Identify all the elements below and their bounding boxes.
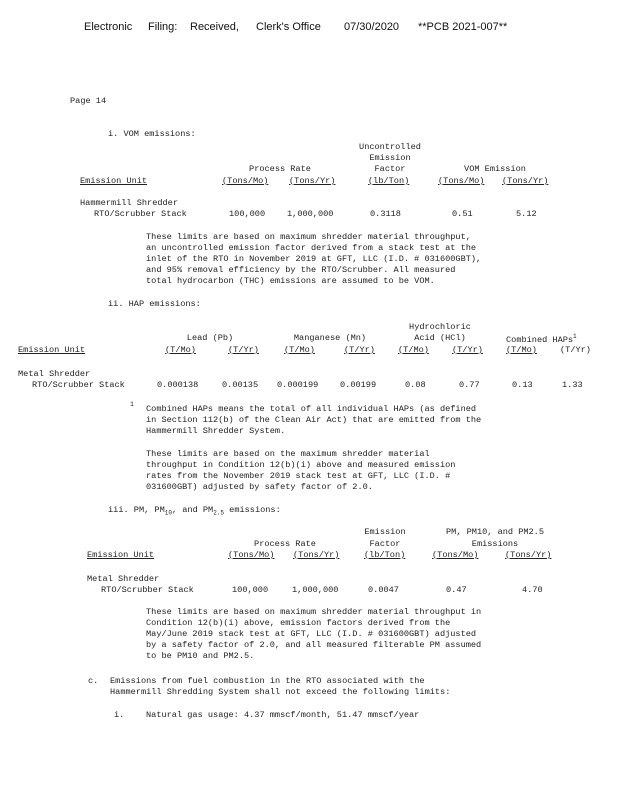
pm-col-factor-2: Factor <box>369 539 401 549</box>
voc-value-em-yr: 5.12 <box>516 209 537 219</box>
hap-col-unit: Emission Unit <box>18 345 86 355</box>
hap-col-mn-mo: (T/Mo) <box>284 345 315 355</box>
hap-footnote-line: Hammermill Shredder System. <box>146 426 286 436</box>
hap-value-pb-mo: 0.000138 <box>157 380 199 390</box>
hap-note-line: rates from the November 2019 stack test at GFT, LLC (I.D. # <box>146 471 451 481</box>
voc-note-line: inlet of the RTO in November 2019 at GFT, LLC (I.D. # 031600GBT), <box>146 254 482 264</box>
pm-heading-part: emissions: <box>224 505 281 515</box>
hap-col-pb-mo: (T/Mo) <box>165 345 196 355</box>
hap-col-combined <box>506 333 577 345</box>
hap-value-comb-yr: 1.33 <box>562 380 583 390</box>
voc-col-factor-unit: (lb/Ton) <box>368 176 410 186</box>
voc-note-line: an uncontrolled emission factor derived from a stack test at the <box>146 243 477 253</box>
hap-note-line: throughput in Condition 12(b)(i) above and measured emission <box>146 460 456 470</box>
voc-col-factor-2: Emission <box>369 153 411 163</box>
voc-col-emission: VOM Emission <box>464 164 526 174</box>
header-office: Clerk's Office <box>256 21 321 33</box>
voc-value-em-mo: 0.51 <box>452 209 473 219</box>
pm-note-line: These limits are based on maximum shredder material throughput in <box>146 607 482 617</box>
hap-footnote-line: in Section 112(b) of the Clean Air Act) that are emitted from the <box>146 415 482 425</box>
hap-footnote-line: Combined HAPs means the total of all individual HAPs (as defined <box>146 404 477 414</box>
pm-value-factor: 0.0047 <box>368 585 399 595</box>
hap-col-comb-mo: (T/Mo) <box>506 345 537 355</box>
hap-col-hcl-1: Hydrochloric <box>409 322 471 332</box>
pm-value-tons-yr: 1,000,000 <box>292 585 339 595</box>
hap-value-pb-yr: 0.00135 <box>222 380 259 390</box>
hap-col-combined-superscript: 1 <box>573 333 577 340</box>
hap-unit-2: RTO/Scrubber Stack <box>32 380 125 390</box>
pm-col-tons-mo: (Tons/Mo) <box>228 550 275 560</box>
hap-value-hcl-mo: 0.08 <box>405 380 426 390</box>
pm-note-line: to be PM10 and PM2.5. <box>146 651 255 661</box>
pm-col-factor-unit: (lb/Ton) <box>364 550 406 560</box>
voc-col-tons-mo: (Tons/Mo) <box>222 176 269 186</box>
hap-value-comb-mo: 0.13 <box>512 380 533 390</box>
pm-col-em-1: PM, PM10, and PM2.5 <box>446 527 544 537</box>
pm-note-line: by a safety factor of 2.0, and all measured filterable PM assumed <box>146 640 482 650</box>
section-c-text-line: Hammermill Shredding System shall not exceed the following limits: <box>110 687 451 697</box>
hap-col-comb-yr: (T/Yr) <box>560 345 591 355</box>
header-date: 07/30/2020 <box>344 21 400 33</box>
voc-col-unit: Emission Unit <box>80 176 148 186</box>
hap-col-hcl-2: Acid (HCl) <box>414 333 466 343</box>
pm-value-tons-mo: 100,000 <box>232 585 269 595</box>
pm-col-tons-yr: (Tons/Yr) <box>293 550 340 560</box>
hap-note-line: These limits are based on the maximum shredder material <box>146 449 430 459</box>
pm-note-line: May/June 2019 stack test at GFT, LLC (I.D. # 031600GBT) adjusted <box>146 629 477 639</box>
pm-col-em-mo: (Tons/Mo) <box>432 550 479 560</box>
voc-col-tons-yr: (Tons/Yr) <box>289 176 336 186</box>
hap-value-hcl-yr: 0.77 <box>459 380 480 390</box>
voc-col-em-mo: (Tons/Mo) <box>438 176 485 186</box>
section-c-label: c. <box>88 676 99 686</box>
pm-col-em-yr: (Tons/Yr) <box>505 550 552 560</box>
pm-col-factor-1: Emission <box>364 527 406 537</box>
voc-note-line: and 95% removal efficiency by the RTO/Scrubber. All measured <box>146 265 456 275</box>
hap-col-mn-yr: (T/Yr) <box>344 345 375 355</box>
voc-value-tons-mo: 100,000 <box>229 209 266 219</box>
pm-heading <box>108 505 281 517</box>
voc-col-process: Process Rate <box>249 164 311 174</box>
voc-value-tons-yr: 1,000,000 <box>287 209 334 219</box>
section-c-item-text: Natural gas usage: 4.37 mmscf/month, 51.47 mmscf/year <box>146 710 420 720</box>
voc-note-line: total hydrocarbon (THC) emissions are assumed to be VOM. <box>146 276 435 286</box>
pm-heading-part: iii. PM, PM <box>108 505 165 515</box>
section-c-item-label: i. <box>114 710 125 720</box>
pm-heading-part: , and PM <box>171 505 214 515</box>
pm-heading-sub: 10 <box>164 509 172 517</box>
voc-note-line: These limits are based on maximum shredder material throughput, <box>146 232 471 242</box>
hap-value-mn-mo: 0.000199 <box>277 380 319 390</box>
hap-col-pb-yr: (T/Yr) <box>228 345 259 355</box>
hap-col-hcl-mo: (T/Mo) <box>398 345 429 355</box>
voc-heading: i. VOM emissions: <box>108 129 196 139</box>
hap-footnote-mark: 1 <box>130 401 134 408</box>
pm-value-em-mo: 0.47 <box>446 585 467 595</box>
pm-note-line: Condition 12(b)(i) above, emission factors derived from the <box>146 618 451 628</box>
hap-col-combined-label: Combined HAPs <box>506 334 574 345</box>
hap-col-manganese: Manganese (Mn) <box>293 333 367 343</box>
hap-unit-1: Metal Shredder <box>18 369 91 379</box>
pm-value-em-yr: 4.70 <box>522 585 543 595</box>
hap-note-line: 031600GBT) adjusted by safety factor of 2.0. <box>146 482 373 492</box>
hap-col-hcl-yr: (T/Yr) <box>452 345 483 355</box>
header-case-number: **PCB 2021-007** <box>418 21 508 33</box>
voc-col-factor-1: Uncontrolled <box>359 142 421 152</box>
pm-unit-1: Metal Shredder <box>87 574 160 584</box>
hap-col-lead: Lead (Pb) <box>186 333 234 343</box>
hap-heading: ii. HAP emissions: <box>108 299 201 309</box>
header-electronic: Electronic <box>84 21 133 33</box>
voc-col-factor-3: Factor <box>374 164 406 174</box>
header-filing: Filing: <box>148 21 178 33</box>
section-c-text-line: Emissions from fuel combustion in the RTO associated with the <box>110 676 425 686</box>
voc-unit-1: Hammermill Shredder <box>80 198 178 208</box>
pm-col-process: Process Rate <box>254 539 316 549</box>
page-number: Page 14 <box>70 96 107 106</box>
pm-heading-sub: 2.5 <box>213 509 225 517</box>
voc-unit-2: RTO/Scrubber Stack <box>94 209 187 219</box>
pm-col-em-2: Emissions <box>471 539 519 549</box>
header-received: Received, <box>190 21 239 33</box>
pm-unit-2: RTO/Scrubber Stack <box>101 585 194 595</box>
voc-col-em-yr: (Tons/Yr) <box>502 176 549 186</box>
hap-value-mn-yr: 0.00199 <box>340 380 377 390</box>
voc-value-factor: 0.3118 <box>370 209 401 219</box>
pm-col-unit: Emission Unit <box>87 550 155 560</box>
